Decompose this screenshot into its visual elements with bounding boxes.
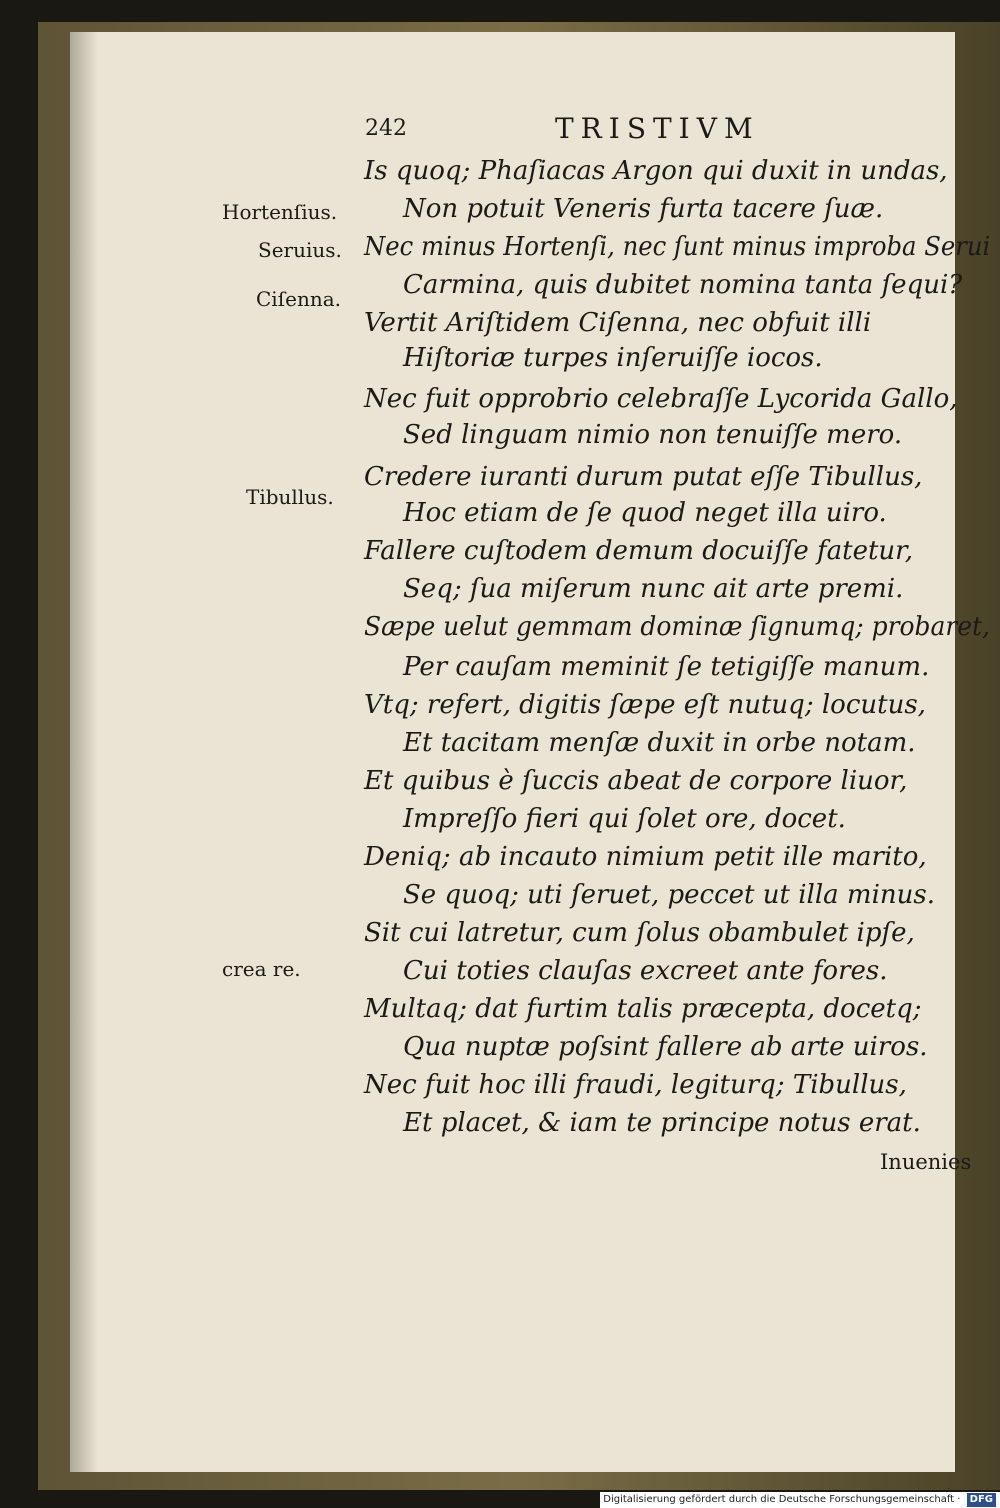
page-number: 242 xyxy=(365,116,407,141)
gutter-shadow xyxy=(70,32,98,1472)
verse-line: Nec fuit opprobrio celebraſſe Lycorida Gallo, xyxy=(364,384,958,414)
dfg-funding-footer xyxy=(600,1492,1000,1508)
verse-line: Nec minus Hortenſi, nec ſunt minus improba Serui xyxy=(364,232,991,262)
dfg-logo-icon: DFG xyxy=(967,1493,996,1507)
verse-line: Qua nuptæ poſsint fallere ab arte uiros. xyxy=(403,1032,928,1062)
verse-line: Et placet, & iam te principe notus erat. xyxy=(403,1108,921,1138)
verse-line: Vtq; refert, digitis ſæpe eſt nutuq; locutus, xyxy=(364,690,926,720)
running-head: TRISTIVM xyxy=(555,112,760,145)
margin-note-servius: Seruius. xyxy=(258,238,342,262)
verse-line: Is quoq; Phaſiacas Argon qui duxit in undas, xyxy=(364,156,948,186)
verse-line: Impreſſo fieri qui ſolet ore, docet. xyxy=(403,804,846,834)
catchword: Inuenies xyxy=(880,1150,972,1174)
verse-line: Carmina, quis dubitet nomina tanta ſequi? xyxy=(403,270,963,300)
verse-line: Hiſtoriæ turpes inſeruiſſe iocos. xyxy=(403,343,823,373)
verse-line: Et quibus è ſuccis abeat de corpore liuor, xyxy=(364,766,908,796)
margin-note-hortensius: Hortenſius. xyxy=(222,200,338,224)
verse-line: Per cauſam meminit ſe tetigiſſe manum. xyxy=(403,652,930,682)
verse-line: Se quoq; uti ſeruet, peccet ut illa minus. xyxy=(403,880,935,910)
verse-line: Fallere cuſtodem demum docuiſſe fatetur, xyxy=(364,536,914,566)
margin-note-tibullus: Tibullus. xyxy=(246,485,334,509)
margin-note-cisenna: Ciſenna. xyxy=(256,287,341,311)
verse-line: Vertit Ariſtidem Ciſenna, nec obfuit illi xyxy=(364,308,872,338)
facing-page-bleed xyxy=(930,140,1000,1290)
verse-line: Credere iuranti durum putat eſſe Tibullus, xyxy=(364,462,923,492)
verse-line: Multaq; dat furtim talis præcepta, docetq; xyxy=(364,994,922,1024)
verse-line: Deniq; ab incauto nimium petit ille marito, xyxy=(364,842,927,872)
verse-line: Sit cui latretur, cum ſolus obambulet ipſe, xyxy=(364,918,915,948)
verse-line: Cui toties clauſas excreet ante fores. xyxy=(403,956,888,986)
verse-line: Et tacitam menſæ duxit in orbe notam. xyxy=(403,728,916,758)
footer-text: Digitalisierung gefördert durch die Deutsche Forschungsgemeinschaft · xyxy=(603,1494,961,1505)
verse-line: Non potuit Veneris furta tacere ſuæ. xyxy=(403,194,884,224)
margin-note-creare: crea re. xyxy=(222,957,301,981)
verse-line: Hoc etiam de ſe quod neget illa uiro. xyxy=(403,498,887,528)
verse-line: Sæpe uelut gemmam dominæ ſignumq; probaret, xyxy=(364,612,990,642)
verse-line: Sed linguam nimio non tenuiſſe mero. xyxy=(403,420,903,450)
verse-line: Nec fuit hoc illi fraudi, legiturq; Tibullus, xyxy=(364,1070,907,1100)
verse-line: Seq; ſua miſerum nunc ait arte premi. xyxy=(403,574,904,604)
